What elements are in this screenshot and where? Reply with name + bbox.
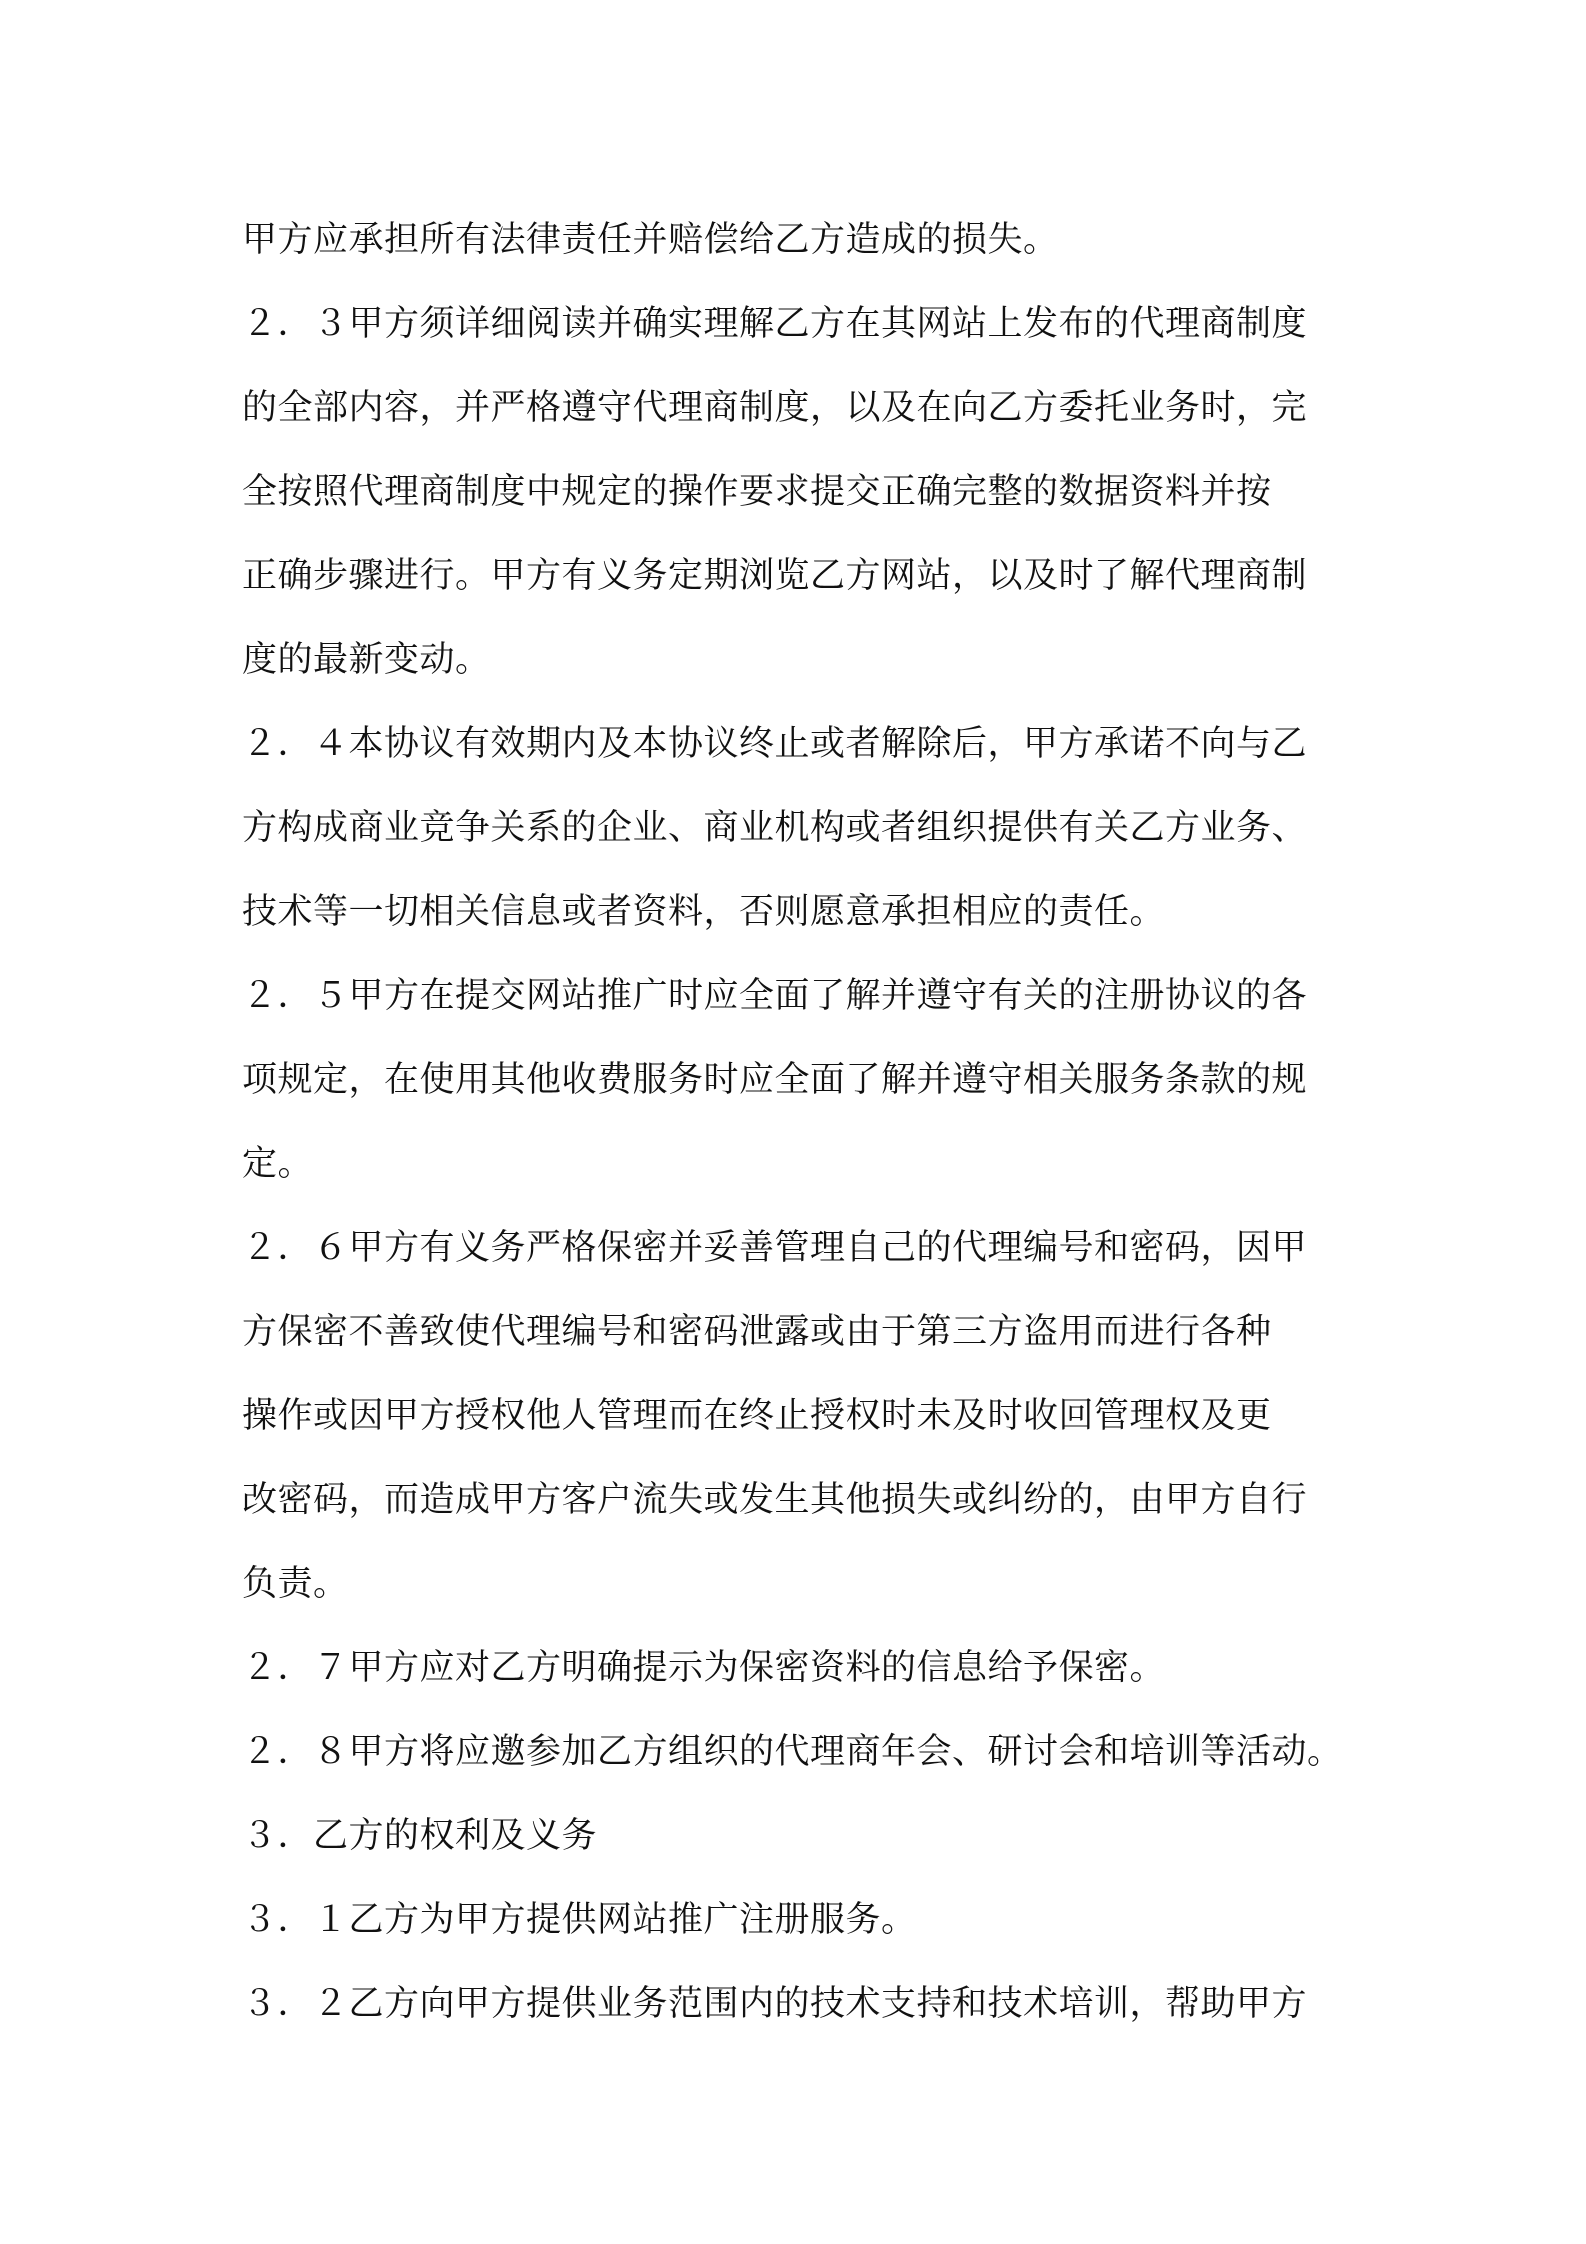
text-line: 度的最新变动。: [242, 640, 491, 680]
text-line: 全按照代理商制度中规定的操作要求提交正确完整的数据资料并按: [242, 472, 1272, 512]
text-line: 技术等一切相关信息或者资料，否则愿意承担相应的责任。: [242, 892, 1166, 932]
text-line: 甲方应承担所有法律责任并赔偿给乙方造成的损失。: [242, 220, 1059, 260]
text-line: 负责。: [242, 1564, 349, 1604]
text-line: ３．乙方的权利及义务: [242, 1816, 598, 1856]
text-line: 方保密不善致使代理编号和密码泄露或由于第三方盗用而进行各种: [242, 1312, 1272, 1352]
text-line: 项规定，在使用其他收费服务时应全面了解并遵守相关服务条款的规: [242, 1060, 1308, 1100]
text-line: ３．１乙方为甲方提供网站推广注册服务。: [242, 1900, 917, 1940]
text-line: 操作或因甲方授权他人管理而在终止授权时未及时收回管理权及更: [242, 1396, 1272, 1436]
text-line: ２．６甲方有义务严格保密并妥善管理自己的代理编号和密码，因甲: [242, 1228, 1308, 1268]
text-line: ２．８甲方将应邀参加乙方组织的代理商年会、研讨会和培训等活动。: [242, 1732, 1343, 1772]
text-line: ２．４本协议有效期内及本协议终止或者解除后，甲方承诺不向与乙: [242, 724, 1308, 764]
text-line: ２．５甲方在提交网站推广时应全面了解并遵守有关的注册协议的各: [242, 976, 1308, 1016]
text-line: 正确步骤进行。甲方有义务定期浏览乙方网站，以及时了解代理商制: [242, 556, 1308, 596]
text-line: 方构成商业竞争关系的企业、商业机构或者组织提供有关乙方业务、: [242, 808, 1308, 848]
text-line: ２．７甲方应对乙方明确提示为保密资料的信息给予保密。: [242, 1648, 1166, 1688]
text-line: ２．３甲方须详细阅读并确实理解乙方在其网站上发布的代理商制度: [242, 304, 1308, 344]
document-body: [242, 198, 1360, 2046]
text-line: 定。: [242, 1144, 314, 1184]
text-line: ３．２乙方向甲方提供业务范围内的技术支持和技术培训，帮助甲方: [242, 1984, 1308, 2024]
text-line: 的全部内容，并严格遵守代理商制度，以及在向乙方委托业务时，完: [242, 388, 1308, 428]
text-line: 改密码，而造成甲方客户流失或发生其他损失或纠纷的，由甲方自行: [242, 1480, 1308, 1520]
